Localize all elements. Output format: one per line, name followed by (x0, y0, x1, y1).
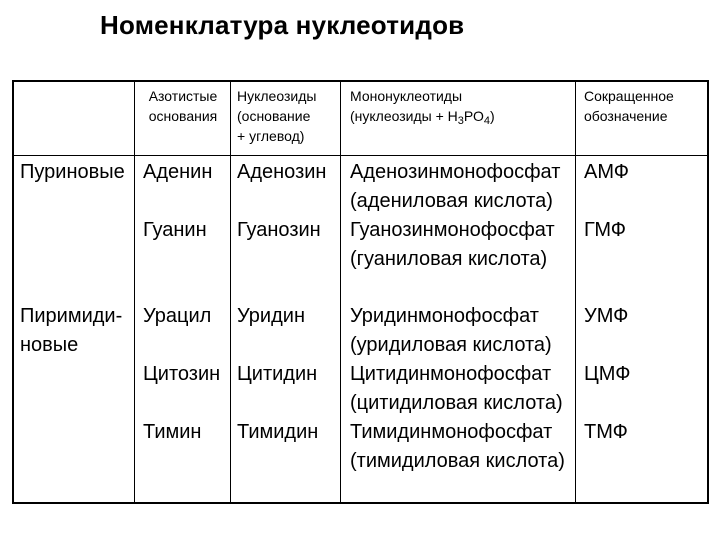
abbreviation-cell: УМФ (584, 305, 629, 327)
column-divider (230, 80, 231, 504)
base-cell: Аденин (143, 161, 213, 183)
header-abbreviation: Сокращенное обозначение (584, 88, 674, 124)
nucleotide-cell: Цитидинмонофосфат (цитидиловая кислота) (350, 363, 563, 414)
nucleoside-cell: Гуанозин (237, 219, 321, 241)
page-title: Номенклатура нуклеотидов (100, 10, 465, 40)
nucleoside-cell: Аденозин (237, 161, 327, 183)
nucleotide-cell: Аденозинмонофосфат (адениловая кислота) (350, 161, 561, 212)
abbreviation-cell: АМФ (584, 161, 629, 183)
header-bases: Азотистые основания (148, 88, 218, 124)
header-divider (12, 155, 709, 156)
abbreviation-cell: ЦМФ (584, 363, 631, 385)
group-purines: Пуриновые (20, 161, 125, 183)
column-divider (340, 80, 341, 504)
abbreviation-cell: ГМФ (584, 219, 627, 241)
header-nucleosides: Нуклеозиды (основание + углевод) (237, 88, 317, 144)
nucleotide-cell: Уридинмонофосфат (уридиловая кислота) (350, 305, 552, 356)
column-divider (134, 80, 135, 504)
nucleotide-cell: Гуанозинмонофосфат (гуаниловая кислота) (350, 219, 555, 270)
base-cell: Урацил (143, 305, 212, 327)
nucleotide-cell: Тимидинмонофосфат (тимидиловая кислота) (350, 421, 565, 472)
nucleoside-cell: Тимидин (237, 421, 319, 443)
nucleoside-cell: Цитидин (237, 363, 318, 385)
abbreviation-cell: ТМФ (584, 421, 628, 443)
group-pyrimidines: Пиримиди- новые (20, 305, 123, 356)
base-cell: Цитозин (143, 363, 221, 385)
nucleoside-cell: Уридин (237, 305, 305, 327)
base-cell: Тимин (143, 421, 202, 443)
header-mononucleotides: Мононуклеотиды (нуклеозиды + $Н_3РО_4$) (350, 88, 495, 127)
column-divider (575, 80, 576, 504)
base-cell: Гуанин (143, 219, 207, 241)
